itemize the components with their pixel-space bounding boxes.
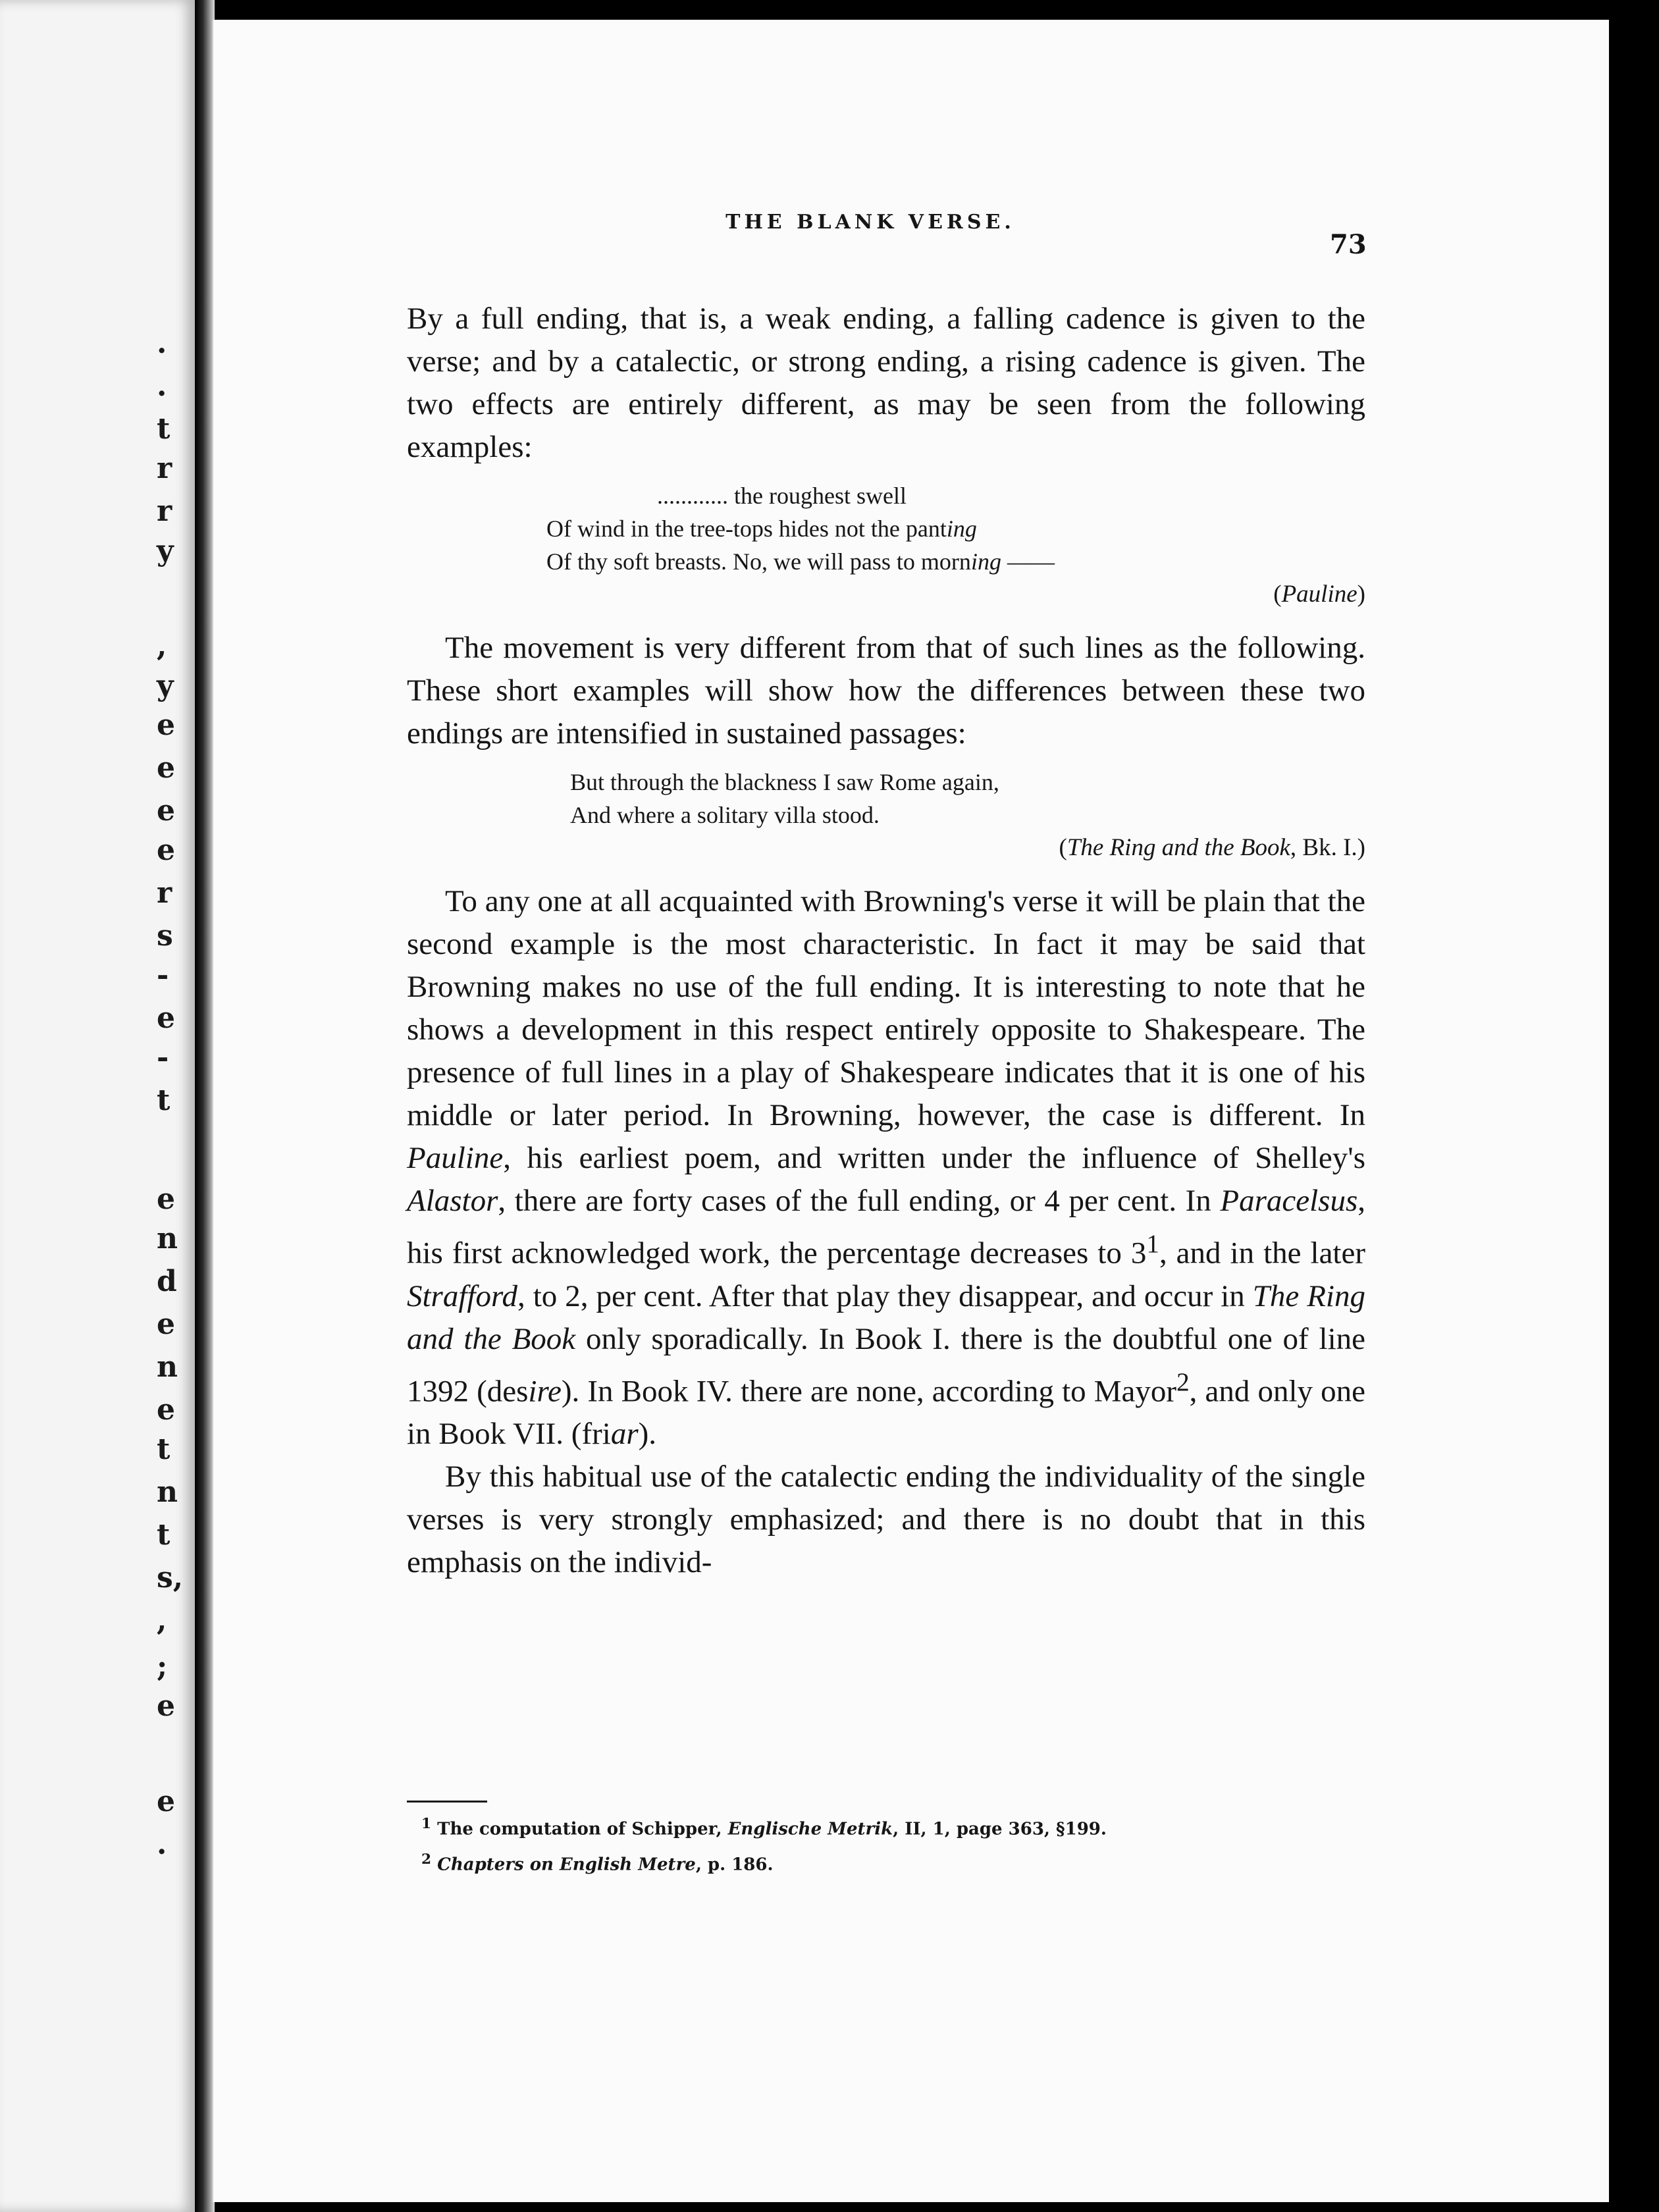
left-page-fragment: y [157,669,174,702]
verse-line: Of thy soft breasts. No, we will pass to morning —— [546,548,1055,575]
left-page-fragment: e [157,1785,175,1818]
left-page-fragment: e [157,708,175,742]
left-page-fragment: . [157,1828,167,1861]
verse-source: (Pauline) [1273,581,1365,608]
left-facing-page [0,0,195,2212]
left-page-fragment: - [157,959,169,992]
left-page-fragment: t [157,1433,171,1466]
verse-line: ............ the roughest swell [657,483,907,509]
left-page-fragment: e [157,751,175,785]
left-page-fragment: e [157,1182,175,1216]
scan-border [1608,0,1659,2212]
left-page-fragment: r [157,876,172,910]
left-page-fragment: , [157,629,167,663]
left-page-fragment: r [157,494,172,528]
verse-line: Of wind in the tree-tops hides not the panting [546,515,977,542]
footnote-ref: 2 [1176,1367,1190,1396]
left-page-fragment: . [157,369,167,403]
paragraph-1: By a full ending, that is, a weak ending, a falling cadence is given to the verse; and by a catalectic, or strong ending, a rising cadence is given. The two effects are entirely different, as may be seen from the following examples: [407,302,1365,464]
paragraph-2: The movement is very different from that of such lines as the following. These short examples will show how the differences between these two endings are intensified in sustained passages: [407,631,1365,750]
verse-quote-pauline [407,479,1365,611]
paragraph-3: To any one at all acquainted with Browning's verse it will be plain that the second example is the most characteristic. In fact it may be said that Browning makes no use of the full ending. It is interesting to note that he shows a development in this respect entirely opposite to Shakespeare. The presence of full lines in a play of Shakespeare indicates that it is one of his middle or later period. In Browning, however, the case is different. In Pauline, his earliest poem, and written under the influence of Shelley's Alastor, there are forty cases of the full ending, or 4 per cent. In Paracelsus, his first acknowledged work, the percentage decreases to $3^1$, and in the later Strafford, to 2, per cent. After that play they disappear, and occur in The Ring and the Book only sporadically. In Book I. there is the doubtful one of line 1392 (desire). In Book IV. there are none, according to Mayor$^2$, and only one in Book VII. (friar). [407,884,1366,1452]
paragraph-4: By this habitual use of the catalectic ending the individuality of the single verses is very strongly emphasized; and there is no doubt that in this emphasis on the individ- [407,1460,1365,1580]
left-page-fragment: t [157,1518,171,1552]
left-page-fragment: n [157,1350,178,1384]
page-number: 73 [1330,229,1367,260]
left-page-fragment: y [157,534,174,567]
footnote-ref: 1 [1146,1230,1159,1258]
left-page-fragment: n [157,1475,178,1509]
running-head: THE BLANK VERSE. [725,211,1015,234]
footnote-rule [407,1801,487,1803]
verse-source: (The Ring and the Book, Bk. I.) [1059,834,1365,861]
footnote-1: $^1$ The computation of Schipper, Englische Metrik, II, 1, page 363, §199. [421,1816,1107,1839]
left-page-fragment: s [157,919,173,953]
left-page-fragment: e [157,794,175,828]
left-page-fragment: e [157,833,175,867]
left-page-fragment: t [157,412,171,446]
left-page-fragment: , [157,1604,167,1637]
left-page-fragment: e [157,1307,175,1341]
left-page-fragment: ; [157,1650,168,1683]
left-page-fragment: . [157,327,167,360]
footnotes [421,1809,1356,1880]
left-page-fragment: t [157,1084,171,1117]
verse-quote-ring [407,766,1365,864]
left-page-fragment: - [157,1041,169,1074]
left-page-fragment: s, [157,1561,184,1594]
left-page-fragment: e [157,1001,175,1035]
verse-line: And where a solitary villa stood. [570,802,880,828]
verse-line: But through the blackness I saw Rome again, [570,769,999,795]
left-page-fragment: n [157,1222,178,1255]
left-page-fragment: r [157,452,172,485]
page-body [407,298,1365,1584]
footnote-2: $^2$ Chapters on English Metre, p. 186. [421,1851,774,1875]
left-page-fragment: d [157,1265,177,1298]
left-page-fragment: e [157,1393,175,1427]
left-page-fragment: e [157,1689,175,1723]
